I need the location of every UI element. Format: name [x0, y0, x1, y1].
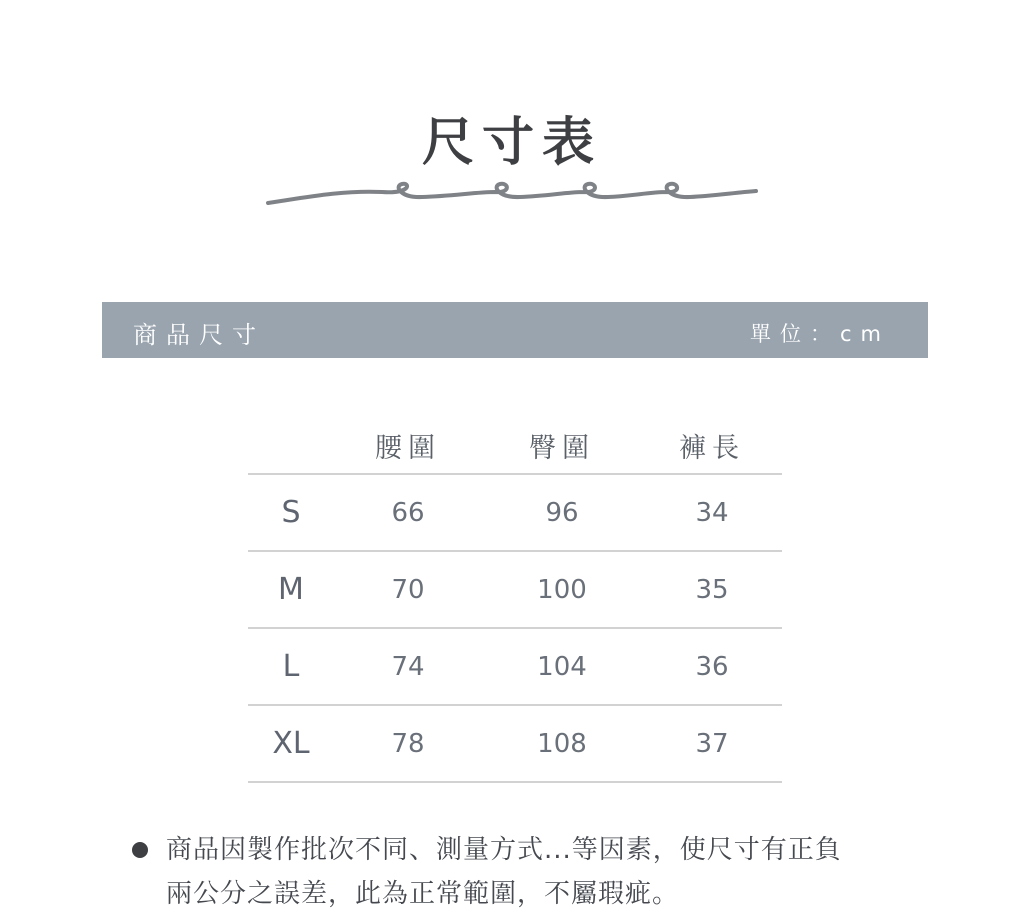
size-cell: XL [248, 705, 334, 782]
header-length: 褲長 [642, 418, 782, 474]
size-cell: M [248, 551, 334, 628]
header-waist: 腰圍 [334, 418, 482, 474]
table-header-row [248, 418, 782, 474]
table-row [248, 474, 782, 551]
size-cell: L [248, 628, 334, 705]
table-row [248, 705, 782, 782]
waist-cell: 78 [334, 705, 482, 782]
table-row [248, 628, 782, 705]
length-cell: 34 [642, 474, 782, 551]
waist-cell: 70 [334, 551, 482, 628]
band-label: 商品尺寸 [133, 321, 265, 349]
size-table [248, 418, 782, 783]
waist-cell: 74 [334, 628, 482, 705]
header-hip: 臀圍 [482, 418, 642, 474]
bullet-icon [132, 842, 148, 858]
hip-cell: 96 [482, 474, 642, 551]
note-line-2: 兩公分之誤差，此為正常範圍，不屬瑕疵。 [166, 879, 680, 909]
squiggle-divider-icon [262, 176, 762, 216]
length-cell: 36 [642, 628, 782, 705]
hip-cell: 104 [482, 628, 642, 705]
header-empty [248, 418, 334, 474]
unit-label: 單位：cm [749, 322, 890, 346]
hip-cell: 100 [482, 551, 642, 628]
size-note [132, 828, 932, 916]
table-row [248, 551, 782, 628]
waist-cell: 66 [334, 474, 482, 551]
length-cell: 35 [642, 551, 782, 628]
hip-cell: 108 [482, 705, 642, 782]
size-cell: S [248, 474, 334, 551]
size-header-band [102, 302, 928, 358]
length-cell: 37 [642, 705, 782, 782]
note-line-1: 商品因製作批次不同、測量方式...等因素，使尺寸有正負 [166, 835, 842, 865]
page-title: 尺寸表 [421, 113, 602, 173]
